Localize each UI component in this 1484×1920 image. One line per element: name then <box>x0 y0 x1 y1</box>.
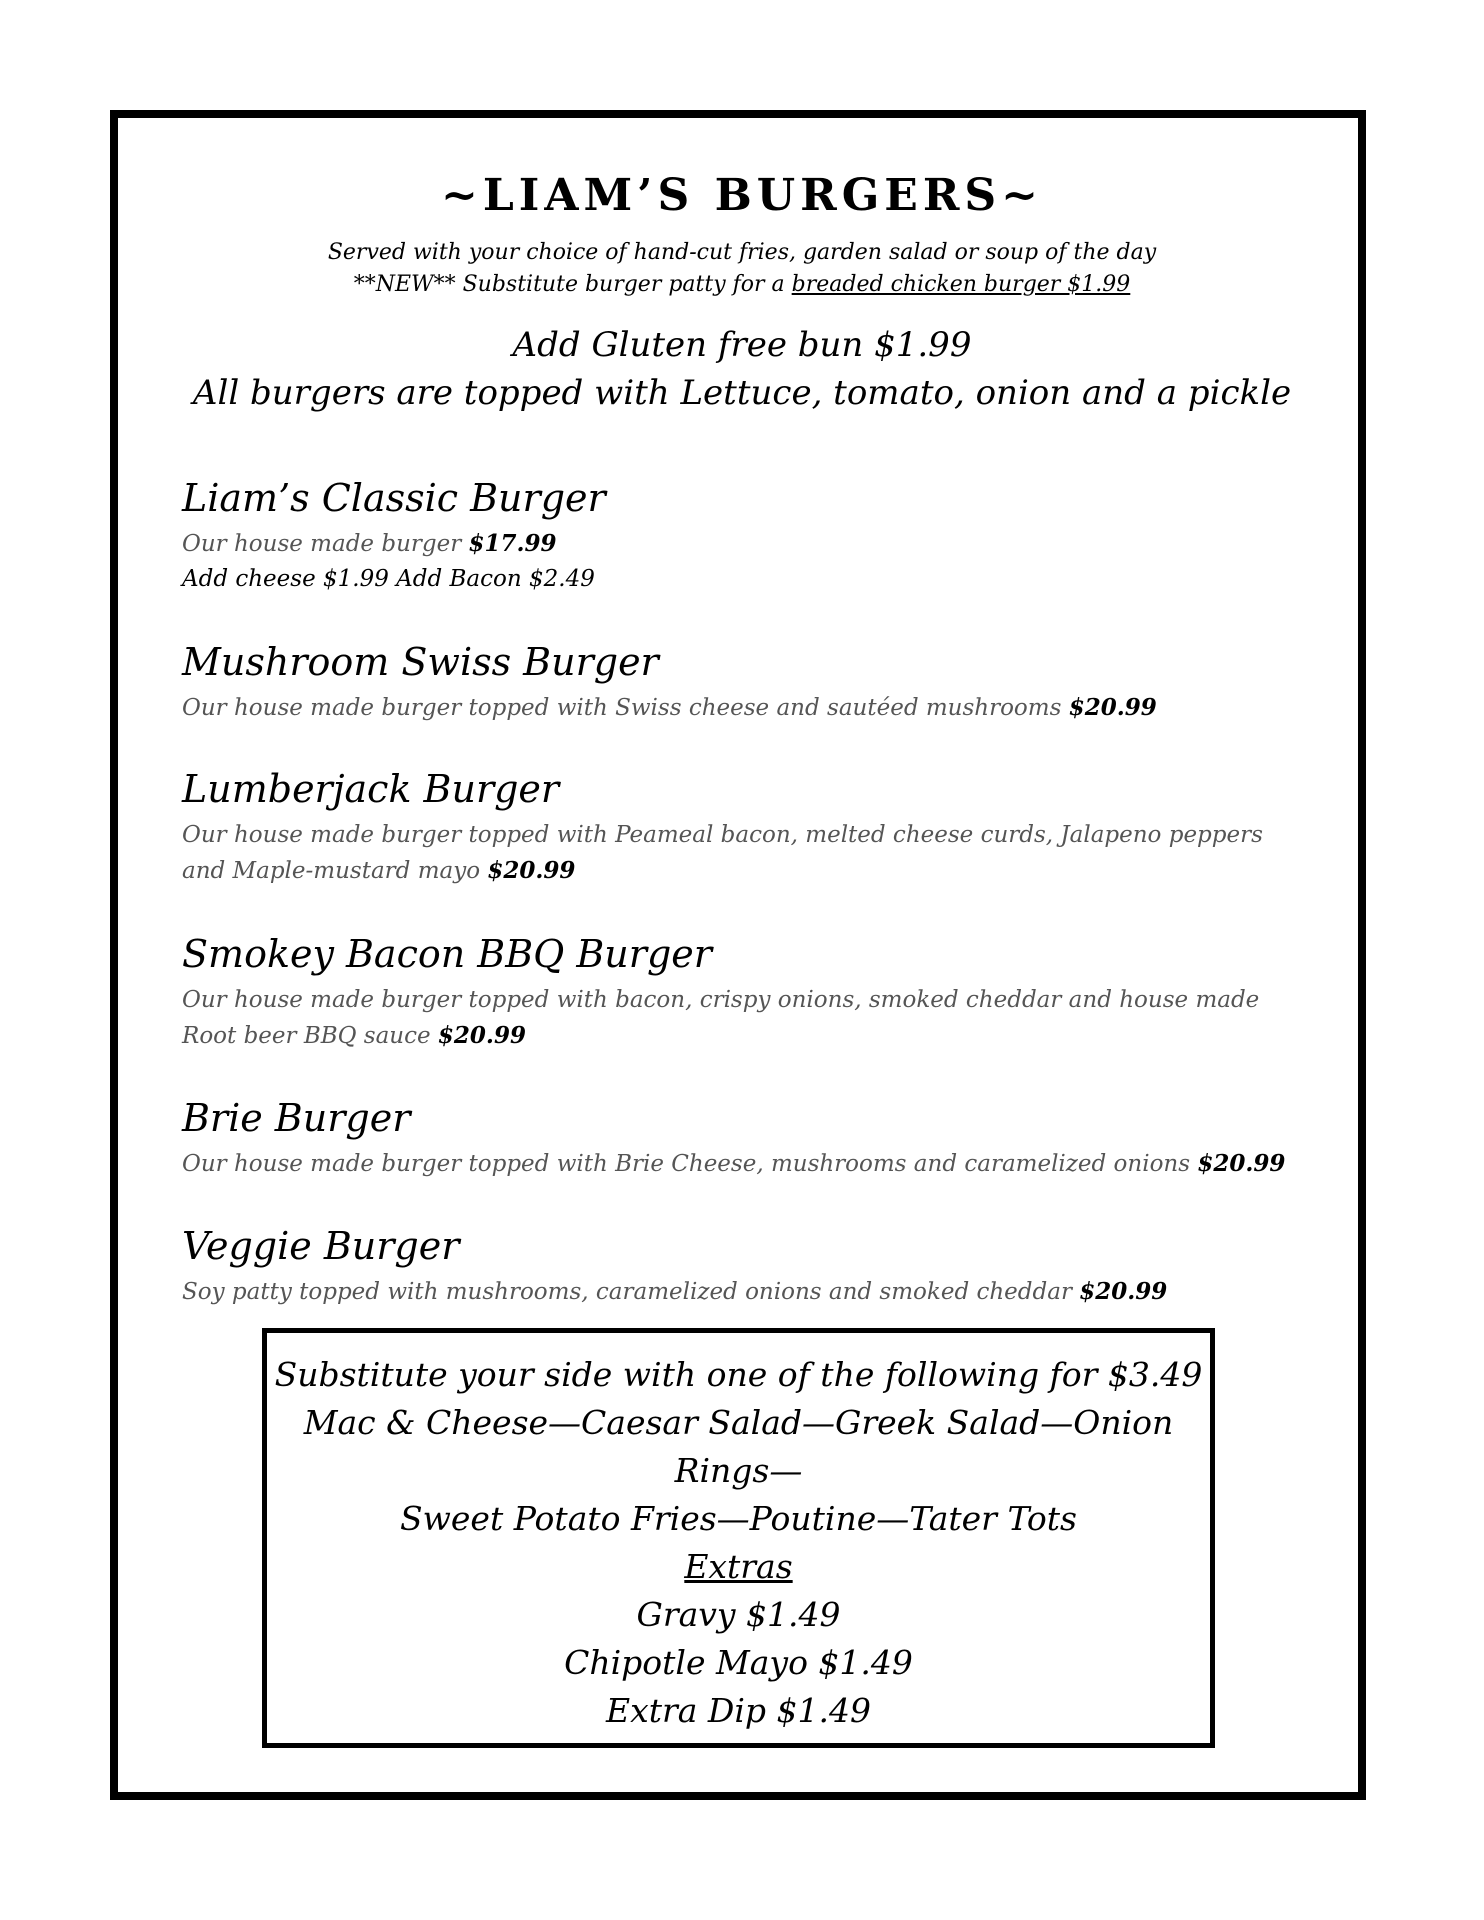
item-name: Smokey Bacon BBQ Burger <box>182 932 712 976</box>
chicken-note-prefix: **NEW** Substitute burger patty for a <box>353 272 792 297</box>
item-name: Mushroom Swiss Burger <box>182 640 659 684</box>
menu-item <box>182 932 1302 1054</box>
item-price: $20.99 <box>487 857 576 884</box>
sides-options-line: Mac & Cheese—Caesar Salad—Greek Salad—Onion <box>303 1403 1174 1442</box>
sides-note: Served with your choice of hand-cut fries, garden salad or soup of the day <box>327 240 1157 265</box>
toppings-note: All burgers are topped with Lettuce, tomato, onion and a pickle <box>192 373 1292 413</box>
item-description <box>182 1146 1302 1182</box>
item-desc-text: Our house made burger topped with Swiss cheese and sautéed mushrooms <box>182 695 1069 721</box>
gluten-free-note: Add Gluten free bun $1.99 <box>512 325 972 365</box>
item-price: $20.99 <box>437 1022 526 1049</box>
extras-heading: Extras <box>684 1547 793 1586</box>
item-price: $20.99 <box>1068 694 1157 721</box>
item-name: Lumberjack Burger <box>182 767 560 811</box>
extra-item: Chipotle Mayo $1.49 <box>564 1643 913 1682</box>
item-name: Veggie Burger <box>182 1224 460 1268</box>
chicken-burger-option: breaded chicken burger $1.99 <box>791 272 1131 297</box>
item-description <box>182 690 1302 726</box>
item-name: Brie Burger <box>182 1096 411 1140</box>
item-description <box>182 526 1302 562</box>
item-desc-text: Our house made burger topped with bacon, crispy onions, smoked cheddar and house made Root beer BBQ sauce <box>182 987 1260 1049</box>
menu-title: ~LIAM’S BURGERS~ <box>440 170 1044 221</box>
sides-box <box>262 1328 1215 1748</box>
item-addons: Add cheese $1.99 Add Bacon $2.49 <box>182 566 595 592</box>
sides-options-line: Rings— <box>674 1451 803 1490</box>
chicken-substitute-note <box>0 272 1484 297</box>
item-desc-text: Our house made burger topped with Peameal bacon, melted cheese curds, Jalapeno peppers and Maple-mustard mayo <box>182 822 1263 884</box>
menu-item <box>182 1096 1302 1182</box>
sides-heading: Substitute your side with one of the following for $3.49 <box>274 1355 1203 1394</box>
item-description <box>182 982 1302 1054</box>
menu-item <box>182 767 1302 889</box>
menu-item <box>182 1224 1302 1310</box>
extra-item: Extra Dip $1.49 <box>606 1691 871 1730</box>
item-desc-text: Soy patty topped with mushrooms, caramelized onions and smoked cheddar <box>182 1279 1080 1305</box>
menu-item <box>182 640 1302 726</box>
item-description <box>182 817 1302 889</box>
extra-item: Gravy $1.49 <box>636 1595 841 1634</box>
item-description <box>182 1274 1302 1310</box>
item-price: $17.99 <box>468 530 557 557</box>
sides-options-line: Sweet Potato Fries—Poutine—Tater Tots <box>400 1499 1077 1538</box>
item-desc-text: Our house made burger <box>182 531 469 557</box>
item-desc-text: Our house made burger topped with Brie Cheese, mushrooms and caramelized onions <box>182 1151 1198 1177</box>
item-price: $20.99 <box>1197 1150 1286 1177</box>
menu-item <box>182 476 1302 596</box>
item-price: $20.99 <box>1079 1278 1168 1305</box>
item-name: Liam’s Classic Burger <box>182 476 606 520</box>
